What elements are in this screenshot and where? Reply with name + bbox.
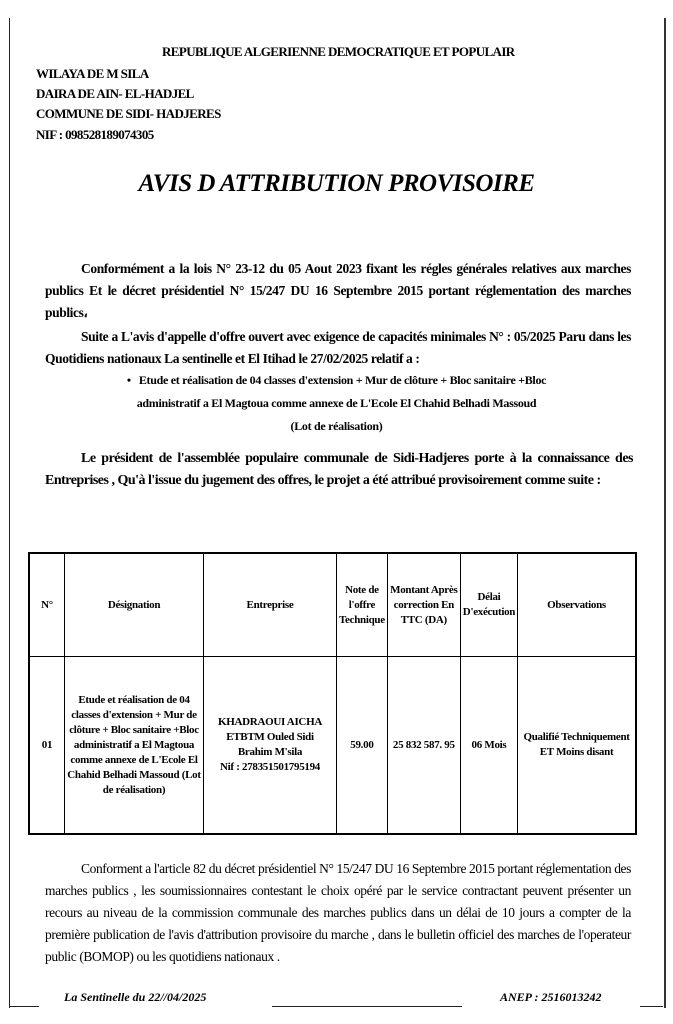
recourse-paragraph: Conforment a l'article 82 du décret présidentiel N° 15/247 DU 16 Septembre 2015 portant réglementation des marches publics , les soumissionnaires contestant le choix opéré par le service contractant peuvent présenter un recours au niveau de la commission communale des marches publics dans un délai de 10 jours a compter de la première publication de l'avis d'attribution provisoire du marche , dans le bulletin officiel des marches de l'operateur public (BOMOP) ou les quotidiens nationaux . [45, 861, 631, 964]
col-num: N° [29, 553, 65, 657]
cell-entreprise [204, 657, 337, 835]
table-header-row [29, 553, 636, 657]
cell-delai: 06 Mois [460, 657, 517, 835]
entreprise-nif: Nif : 278351501795194 [219, 761, 321, 773]
col-observations: Observations [518, 553, 636, 657]
footer-anep: ANEP : 2516013242 [500, 990, 602, 1004]
footer-rule-right [640, 1006, 663, 1007]
project-line-3: (Lot de réalisation) [290, 419, 383, 433]
cell-observations: Qualifié Techniquement ET Moins disant [518, 657, 636, 835]
col-delai: Délai D'exécution [460, 553, 517, 657]
project-bullet [0, 369, 673, 438]
col-montant: Montant Après correction En TTC (DA) [387, 553, 460, 657]
attribution-table [28, 552, 637, 835]
col-designation: Désignation [65, 553, 204, 657]
bullet-icon: • [126, 373, 139, 387]
cell-num: 01 [29, 657, 65, 835]
cell-designation: Etude et réalisation de 04 classes d'extension + Mur de clôture + Bloc sanitaire +Bloc administratif a El Magtoua comme annexe de L'Ecole El Chahid Belhadi Massoud (Lot de réalisation) [65, 657, 204, 835]
table-row [29, 657, 636, 835]
project-line-2: administratif a El Magtoua comme annexe de L'Ecole El Chahid Belhadi Massoud [136, 396, 537, 410]
commune: COMMUNE DE SIDI- HADJERES [36, 106, 221, 121]
legal-basis-paragraph: Conformément a la lois N° 23-12 du 05 Aout 2023 fixant les régles générales relatives aux marches publics Et le décret présidentiel N° 15/247 DU 16 Septembre 2015 portant réglementation des marches publics، [45, 261, 631, 320]
col-entreprise: Entreprise [204, 553, 337, 657]
footer-rule-left [9, 1006, 39, 1007]
col-note: Note de l'offre Technique [337, 553, 388, 657]
republic-heading: REPUBLIQUE ALGERIENNE DEMOCRATIQUE ET POPULAIR [162, 44, 515, 59]
nif: NIF : 098528189074305 [36, 127, 154, 142]
document-title: AVIS D ATTRIBUTION PROVISOIRE [138, 170, 535, 197]
project-line-1: Etude et réalisation de 04 classes d'extension + Mur de clôture + Bloc sanitaire +Bloc [138, 373, 547, 387]
footer-rule-middle [272, 1006, 462, 1007]
footer-source: La Sentinelle du 22//04/2025 [64, 990, 207, 1004]
tender-reference-paragraph: Suite a L'avis d'appelle d'offre ouvert avec exigence de capacités minimales N° : 05/2025 Paru dans les Quotidiens nationaux La sentinelle et El Itihad le 27/02/2025 relatif a : [45, 329, 631, 366]
entreprise-line-3: Brahim M'sila [237, 746, 303, 758]
president-announcement: Le président de l'assemblée populaire communale de Sidi-Hadjeres porte à la connaissance des Entreprises , Qu'à l'issue du jugement des offres, le projet a été attribué provisoirement comme suite : [45, 451, 633, 488]
entreprise-name: KHADRAOUI AICHA [218, 716, 322, 728]
daira: DAIRA DE AIN- EL-HADJEL [36, 86, 194, 101]
wilaya: WILAYA DE M SILA [36, 66, 149, 81]
cell-montant: 25 832 587. 95 [387, 657, 460, 835]
entreprise-line-2: ETBTM Ouled Sidi [226, 731, 314, 743]
cell-note: 59.00 [337, 657, 388, 835]
